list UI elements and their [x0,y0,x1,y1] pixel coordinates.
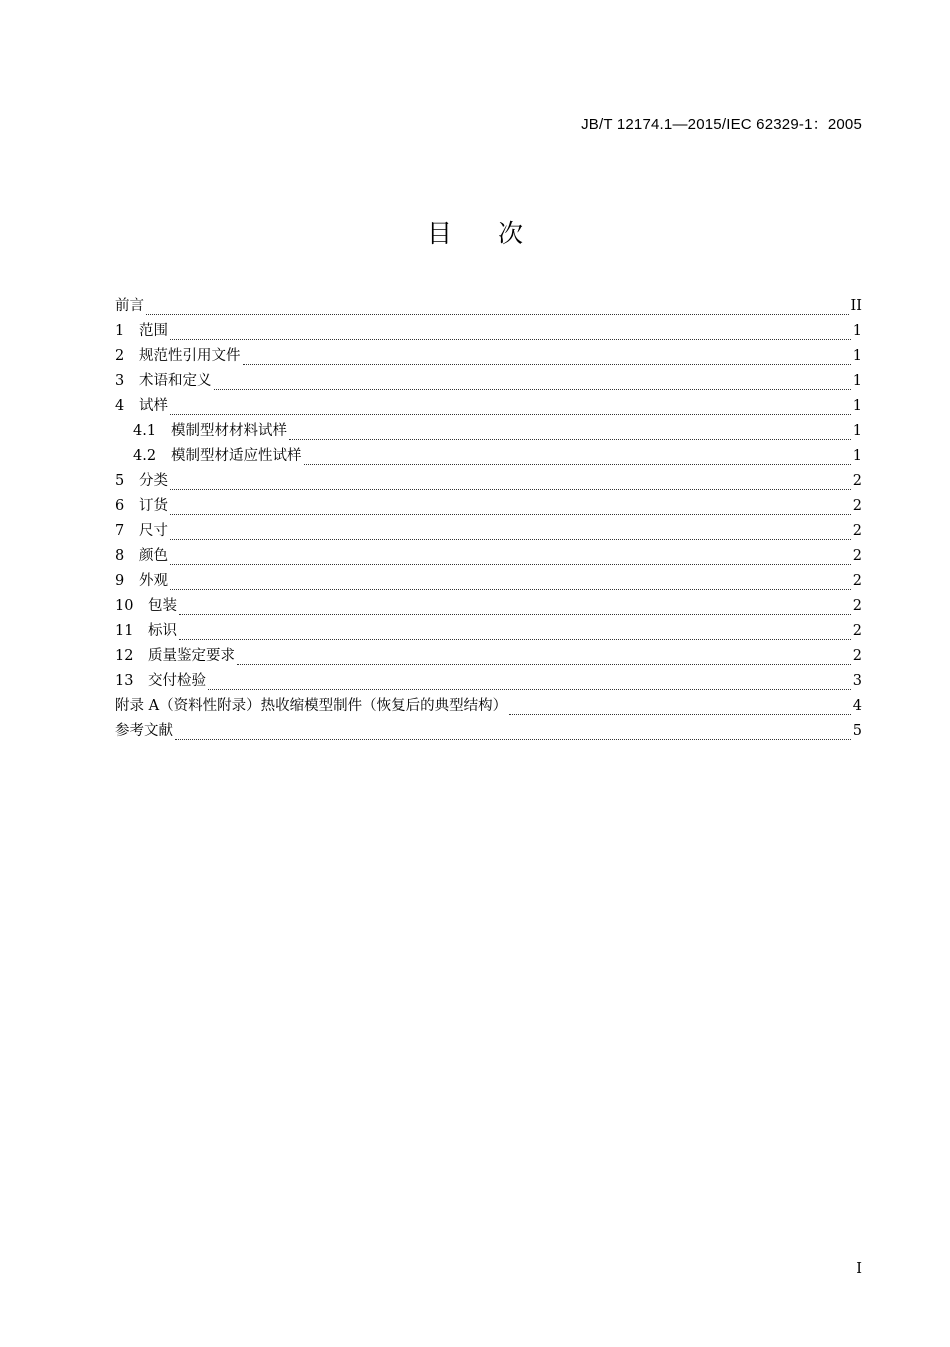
toc-entry-label: 试样 [139,398,168,414]
toc-leader-dots [175,739,851,740]
toc-entry[interactable] [115,294,862,319]
toc-entry-page: 3 [852,673,862,689]
toc-leader-dots [179,614,851,615]
toc-entry-label: 模制型材适应性试样 [171,448,302,464]
toc-entry-page: 1 [852,448,862,464]
toc-leader-dots [243,364,851,365]
toc-entry-page: 2 [852,648,862,664]
toc-entry-number: 4 [115,398,125,414]
toc-entry-page: 2 [852,523,862,539]
toc-entry-label: 尺寸 [139,523,168,539]
toc-entry-label: 外观 [139,573,168,589]
toc-leader-dots [170,589,851,590]
toc-entry-label: 包装 [148,598,177,614]
toc-entry-number: 3 [115,373,125,389]
toc-entry-page: 2 [852,598,862,614]
toc-entry[interactable] [115,719,862,744]
toc-leader-dots [170,339,851,340]
toc-entry[interactable] [115,394,862,419]
page-title: 目次 [426,219,569,248]
toc-leader-dots [170,539,851,540]
toc-leader-dots [179,639,851,640]
toc-entry-number: 7 [115,523,125,539]
toc-entry-label: 质量鉴定要求 [148,648,235,664]
toc-entry-label: 模制型材材料试样 [171,423,287,439]
toc-entry[interactable] [115,369,862,394]
toc-entry-page: 1 [852,398,862,414]
toc-leader-dots [170,489,851,490]
toc-entry-label: 颜色 [139,548,168,564]
toc-entry-page: II [850,298,862,314]
toc-entry-page: 1 [852,373,862,389]
toc-entry[interactable] [115,594,862,619]
toc-entry-page: 2 [852,573,862,589]
toc-entry-number: 4.1 [133,423,157,439]
toc-entry[interactable] [115,694,862,719]
toc-entry-page: 2 [852,548,862,564]
toc-entry-label: 订货 [139,498,168,514]
table-of-contents [115,294,862,744]
toc-entry-label: 范围 [139,323,168,339]
toc-entry-label: 规范性引用文件 [139,348,241,364]
standard-number: JB/T 12174.1—2015/IEC 62329-1：2005 [581,116,862,133]
toc-entry-number: 10 [115,598,134,614]
toc-subentry[interactable] [115,444,862,469]
toc-entry-label: 术语和定义 [139,373,212,389]
toc-entry-number: 5 [115,473,125,489]
toc-entry[interactable] [115,319,862,344]
toc-entry[interactable] [115,569,862,594]
toc-entry[interactable] [115,619,862,644]
toc-entry-label: 附录 A（资料性附录）热收缩模型制件（恢复后的典型结构） [115,698,508,714]
toc-entry-label: 参考文献 [115,723,173,739]
toc-leader-dots [289,439,851,440]
toc-entry-page: 2 [852,498,862,514]
toc-leader-dots [509,714,851,715]
toc-entry[interactable] [115,494,862,519]
toc-entry-number: 11 [115,623,134,639]
toc-entry-number: 4.2 [133,448,157,464]
toc-entry-number: 2 [115,348,125,364]
toc-entry-page: 1 [852,348,862,364]
toc-entry-number: 6 [115,498,125,514]
toc-entry[interactable] [115,519,862,544]
toc-entry-page: 2 [852,623,862,639]
toc-entry[interactable] [115,544,862,569]
toc-entry-page: 1 [852,323,862,339]
toc-leader-dots [208,689,851,690]
toc-entry-page: 1 [852,423,862,439]
toc-leader-dots [304,464,851,465]
toc-entry-number: 12 [115,648,134,664]
toc-entry-page: 4 [852,698,862,714]
toc-entry-number: 9 [115,573,125,589]
toc-entry-page: 2 [852,473,862,489]
toc-leader-dots [170,514,851,515]
toc-leader-dots [170,414,851,415]
toc-leader-dots [237,664,851,665]
toc-leader-dots [146,314,849,315]
toc-entry-label: 分类 [139,473,168,489]
toc-leader-dots [214,389,851,390]
toc-entry-number: 1 [115,323,125,339]
toc-entry-page: 5 [852,723,862,739]
toc-leader-dots [170,564,851,565]
toc-entry[interactable] [115,469,862,494]
toc-entry-label: 前言 [115,298,144,314]
toc-entry[interactable] [115,669,862,694]
toc-entry[interactable] [115,644,862,669]
page-number: I [856,1261,862,1277]
toc-entry-number: 13 [115,673,134,689]
toc-entry-label: 交付检验 [148,673,206,689]
toc-entry-number: 8 [115,548,125,564]
toc-subentry[interactable] [115,419,862,444]
toc-entry[interactable] [115,344,862,369]
toc-entry-label: 标识 [148,623,177,639]
